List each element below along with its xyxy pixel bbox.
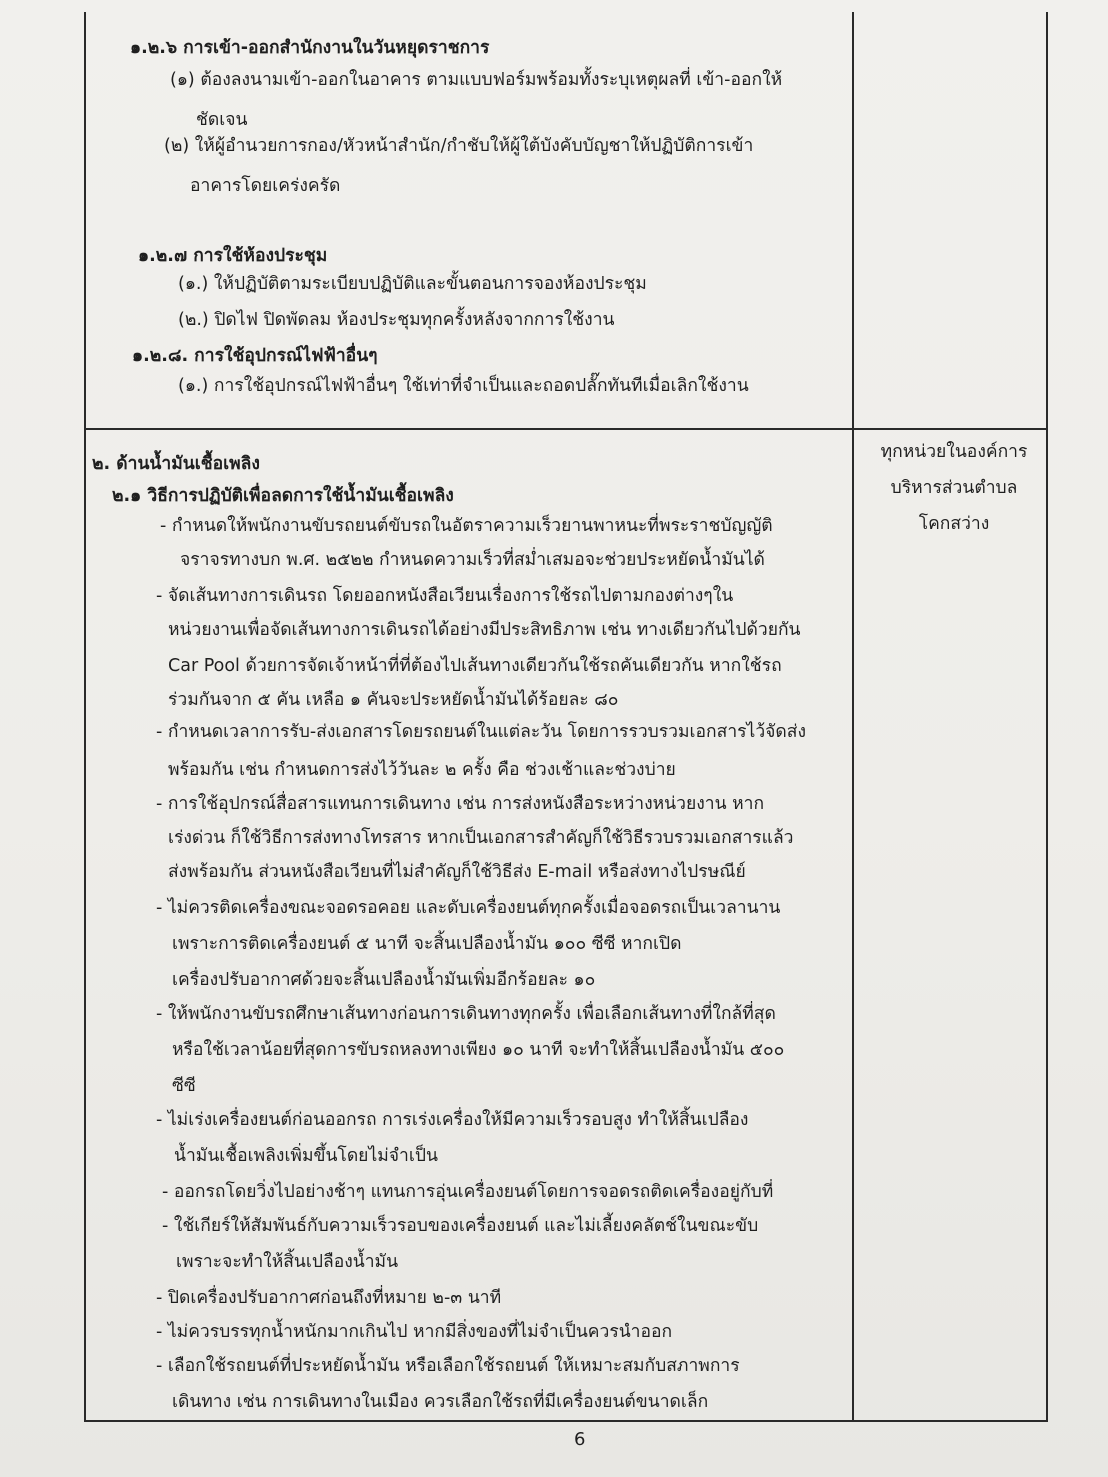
- responsible-line: โคกสว่าง: [918, 514, 990, 534]
- responsible-line: ทุกหน่วยในองค์การ: [880, 442, 1028, 462]
- column-divider: [852, 12, 854, 1422]
- responsible-line: บริหารส่วนตำบล: [890, 478, 1018, 498]
- heading-line: ๒.๑ วิธีการปฏิบัติเพื่อลดการใช้น้ำมันเชื้อเพลิง: [112, 486, 454, 506]
- text-line: ส่งพร้อมกัน ส่วนหนังสือเวียนที่ไม่สำคัญก็ใช้วิธีส่ง E-mail หรือส่งทางไปรษณีย์: [168, 862, 746, 882]
- text-line: - จัดเส้นทางการเดินรถ โดยออกหนังสือเวียนเรื่องการใช้รถไปตามกองต่างๆใน: [156, 586, 734, 606]
- text-line: (๒) ให้ผู้อำนวยการกอง/หัวหน้าสำนัก/กำชับให้ผู้ใต้บังคับบัญชาให้ปฏิบัติการเข้า: [164, 136, 754, 156]
- text-line: ซีซี: [172, 1076, 196, 1096]
- page-number: 6: [574, 1429, 586, 1450]
- text-line: - ไม่ควรบรรทุกน้ำหนักมากเกินไป หากมีสิ่งของที่ไม่จำเป็นควรนำออก: [156, 1322, 673, 1342]
- text-line: พร้อมกัน เช่น กำหนดการส่งไว้วันละ ๒ ครั้ง คือ ช่วงเช้าและช่วงบ่าย: [168, 760, 676, 780]
- text-line: เดินทาง เช่น การเดินทางในเมือง ควรเลือกใช้รถที่มีเครื่องยนต์ขนาดเล็ก: [172, 1392, 709, 1412]
- text-line: ร่วมกันจาก ๕ คัน เหลือ ๑ คันจะประหยัดน้ำมันได้ร้อยละ ๘๐: [168, 690, 619, 710]
- heading-line: ๒. ด้านน้ำมันเชื้อเพลิง: [92, 454, 260, 474]
- text-line: - ใช้เกียร์ให้สัมพันธ์กับความเร็วรอบของเครื่องยนต์ และไม่เลี้ยงคลัตช์ในขณะขับ: [162, 1216, 759, 1236]
- text-line: - ออกรถโดยวิ่งไปอย่างช้าๆ แทนการอุ่นเครื่องยนต์โดยการจอดรถติดเครื่องอยู่กับที่: [162, 1182, 774, 1202]
- text-line: (๑.) การใช้อุปกรณ์ไฟฟ้าอื่นๆ ใช้เท่าที่จำเป็นและถอดปลั๊กทันทีเมื่อเลิกใช้งาน: [178, 376, 749, 396]
- text-line: - เลือกใช้รถยนต์ที่ประหยัดน้ำมัน หรือเลือกใช้รถยนต์ ให้เหมาะสมกับสภาพการ: [156, 1356, 740, 1376]
- text-line: อาคารโดยเคร่งครัด: [190, 176, 341, 196]
- heading-line: ๑.๒.๖ การเข้า-ออกสำนักงานในวันหยุดราชการ: [130, 38, 490, 58]
- text-line: เครื่องปรับอากาศด้วยจะสิ้นเปลืองน้ำมันเพิ่มอีกร้อยละ ๑๐: [172, 970, 596, 990]
- heading-line: ๑.๒.๗ การใช้ห้องประชุม: [138, 246, 328, 266]
- row-divider: [84, 428, 1048, 430]
- text-line: เร่งด่วน ก็ใช้วิธีการส่งทางโทรสาร หากเป็นเอกสารสำคัญก็ใช้วิธีรวบรวมเอกสารแล้ว: [168, 828, 794, 848]
- text-line: เพราะการติดเครื่องยนต์ ๕ นาที จะสิ้นเปลืองน้ำมัน ๑๐๐ ซีซี หากเปิด: [172, 934, 682, 954]
- text-line: หรือใช้เวลาน้อยที่สุดการขับรถหลงทางเพียง ๑๐ นาที จะทำให้สิ้นเปลืองน้ำมัน ๕๐๐: [172, 1040, 785, 1060]
- text-line: - ให้พนักงานขับรถศึกษาเส้นทางก่อนการเดินทางทุกครั้ง เพื่อเลือกเส้นทางที่ใกล้ที่สุด: [156, 1004, 776, 1024]
- text-line: - ปิดเครื่องปรับอากาศก่อนถึงที่หมาย ๒-๓ นาที: [156, 1288, 502, 1308]
- heading-line: ๑.๒.๘. การใช้อุปกรณ์ไฟฟ้าอื่นๆ: [132, 346, 378, 366]
- text-line: (๑.) ให้ปฏิบัติตามระเบียบปฏิบัติและขั้นตอนการจองห้องประชุม: [178, 274, 647, 294]
- text-line: เพราะจะทำให้สิ้นเปลืองน้ำมัน: [176, 1252, 399, 1272]
- text-line: น้ำมันเชื้อเพลิงเพิ่มขึ้นโดยไม่จำเป็น: [174, 1146, 438, 1166]
- text-line: (๑) ต้องลงนามเข้า-ออกในอาคาร ตามแบบฟอร์มพร้อมทั้งระบุเหตุผลที่ เข้า-ออกให้: [170, 70, 783, 90]
- text-line: - กำหนดให้พนักงานขับรถยนต์ขับรถในอัตราความเร็วยานพาหนะที่พระราชบัญญัติ: [160, 516, 773, 536]
- text-line: จราจรทางบก พ.ศ. ๒๕๒๒ กำหนดความเร็วที่สม่ำเสมอจะช่วยประหยัดน้ำมันได้: [180, 550, 765, 570]
- text-line: หน่วยงานเพื่อจัดเส้นทางการเดินรถได้อย่างมีประสิทธิภาพ เช่น ทางเดียวกันไปด้วยกัน: [168, 620, 801, 640]
- text-line: - การใช้อุปกรณ์สื่อสารแทนการเดินทาง เช่น การส่งหนังสือระหว่างหน่วยงาน หาก: [156, 794, 765, 814]
- text-line: Car Pool ด้วยการจัดเจ้าหน้าที่ที่ต้องไปเส้นทางเดียวกันใช้รถคันเดียวกัน หากใช้รถ: [168, 656, 782, 676]
- text-line: - ไม่ควรติดเครื่องขณะจอดรอคอย และดับเครื่องยนต์ทุกครั้งเมื่อจอดรถเป็นเวลานาน: [156, 898, 781, 918]
- text-line: - ไม่เร่งเครื่องยนต์ก่อนออกรถ การเร่งเครื่องให้มีความเร็วรอบสูง ทำให้สิ้นเปลือง: [156, 1110, 749, 1130]
- text-line: ชัดเจน: [196, 110, 248, 130]
- text-line: - กำหนดเวลาการรับ-ส่งเอกสารโดยรถยนต์ในแต่ละวัน โดยการรวบรวมเอกสารไว้จัดส่ง: [156, 722, 807, 742]
- content-table: [84, 12, 1048, 1422]
- responsible-unit-cell: [866, 434, 1042, 542]
- text-line: (๒.) ปิดไฟ ปิดพัดลม ห้องประชุมทุกครั้งหลังจากการใช้งาน: [178, 310, 615, 330]
